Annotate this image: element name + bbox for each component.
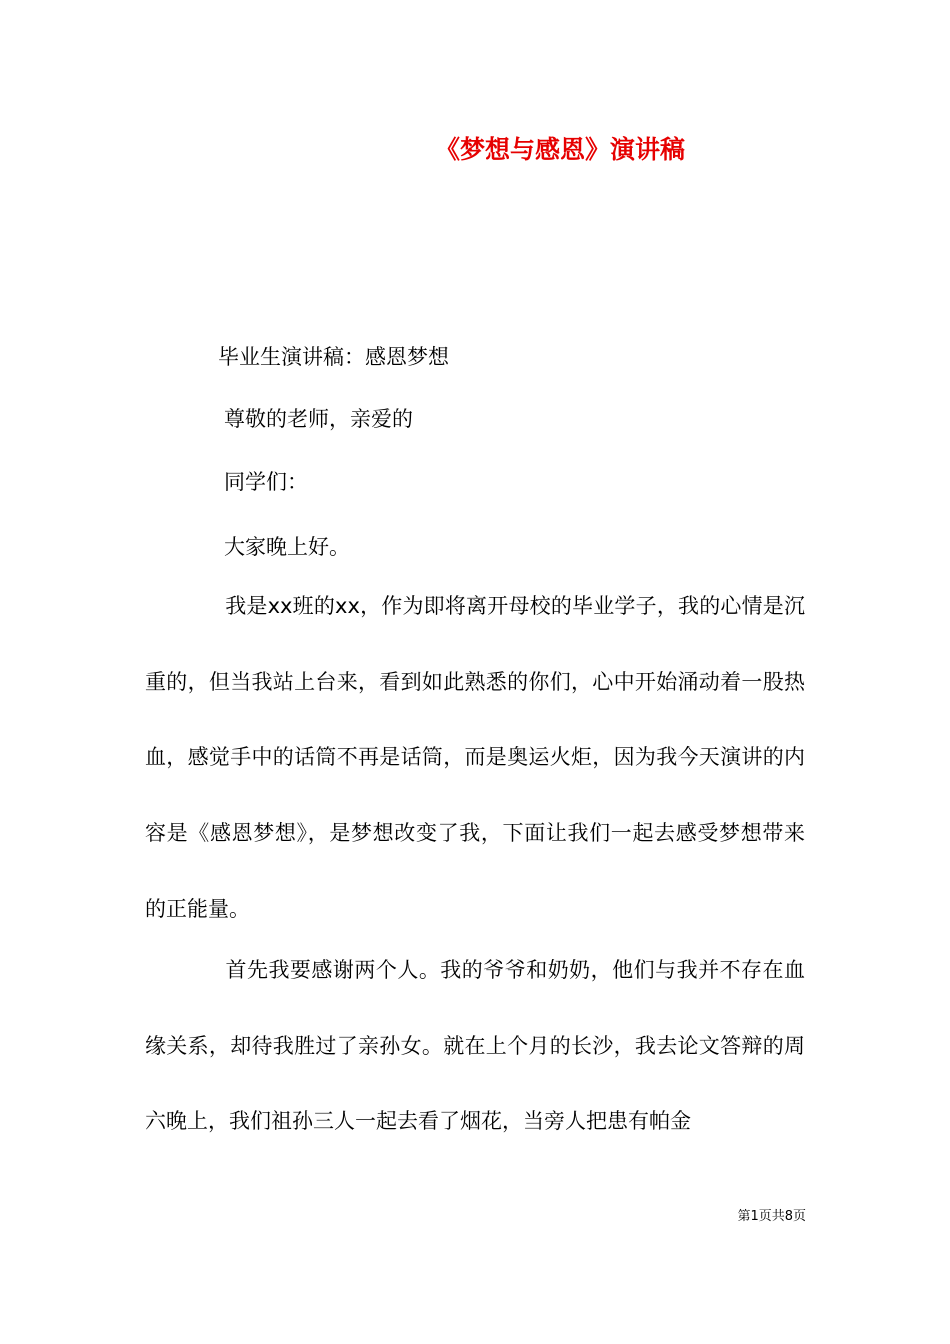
greeting-line-3: 大家晚上好。 — [224, 535, 350, 559]
document-title: 《梦想与感恩》演讲稿 — [434, 135, 685, 164]
greeting-line-1: 尊敬的老师，亲爱的 — [224, 407, 413, 431]
page-number: 第1页共8页 — [737, 1209, 806, 1224]
paragraph-2-block — [145, 933, 805, 1160]
greeting-line-2: 同学们： — [224, 470, 308, 494]
subtitle: 毕业生演讲稿：感恩梦想 — [218, 345, 449, 369]
paragraph-1-block — [145, 569, 805, 948]
paragraph-2: 首先我要感谢两个人。我的爷爷和奶奶，他们与我并不存在血缘关系，却待我胜过了亲孙女。就在上个月的长沙，我去论文答辩的周六晚上，我们祖孙三人一起去看了烟花，当旁人把患有帕金 — [145, 958, 805, 1134]
paragraph-1: 我是xx班的xx，作为即将离开母校的毕业学子，我的心情是沉重的，但当我站上台来，看到如此熟悉的你们，心中开始涌动着一股热血，感觉手中的话筒不再是话筒，而是奥运火炬，因为我今天演讲的内容是《感恩梦想》，是梦想改变了我，下面让我们一起去感受梦想带来的正能量。 — [145, 594, 805, 921]
